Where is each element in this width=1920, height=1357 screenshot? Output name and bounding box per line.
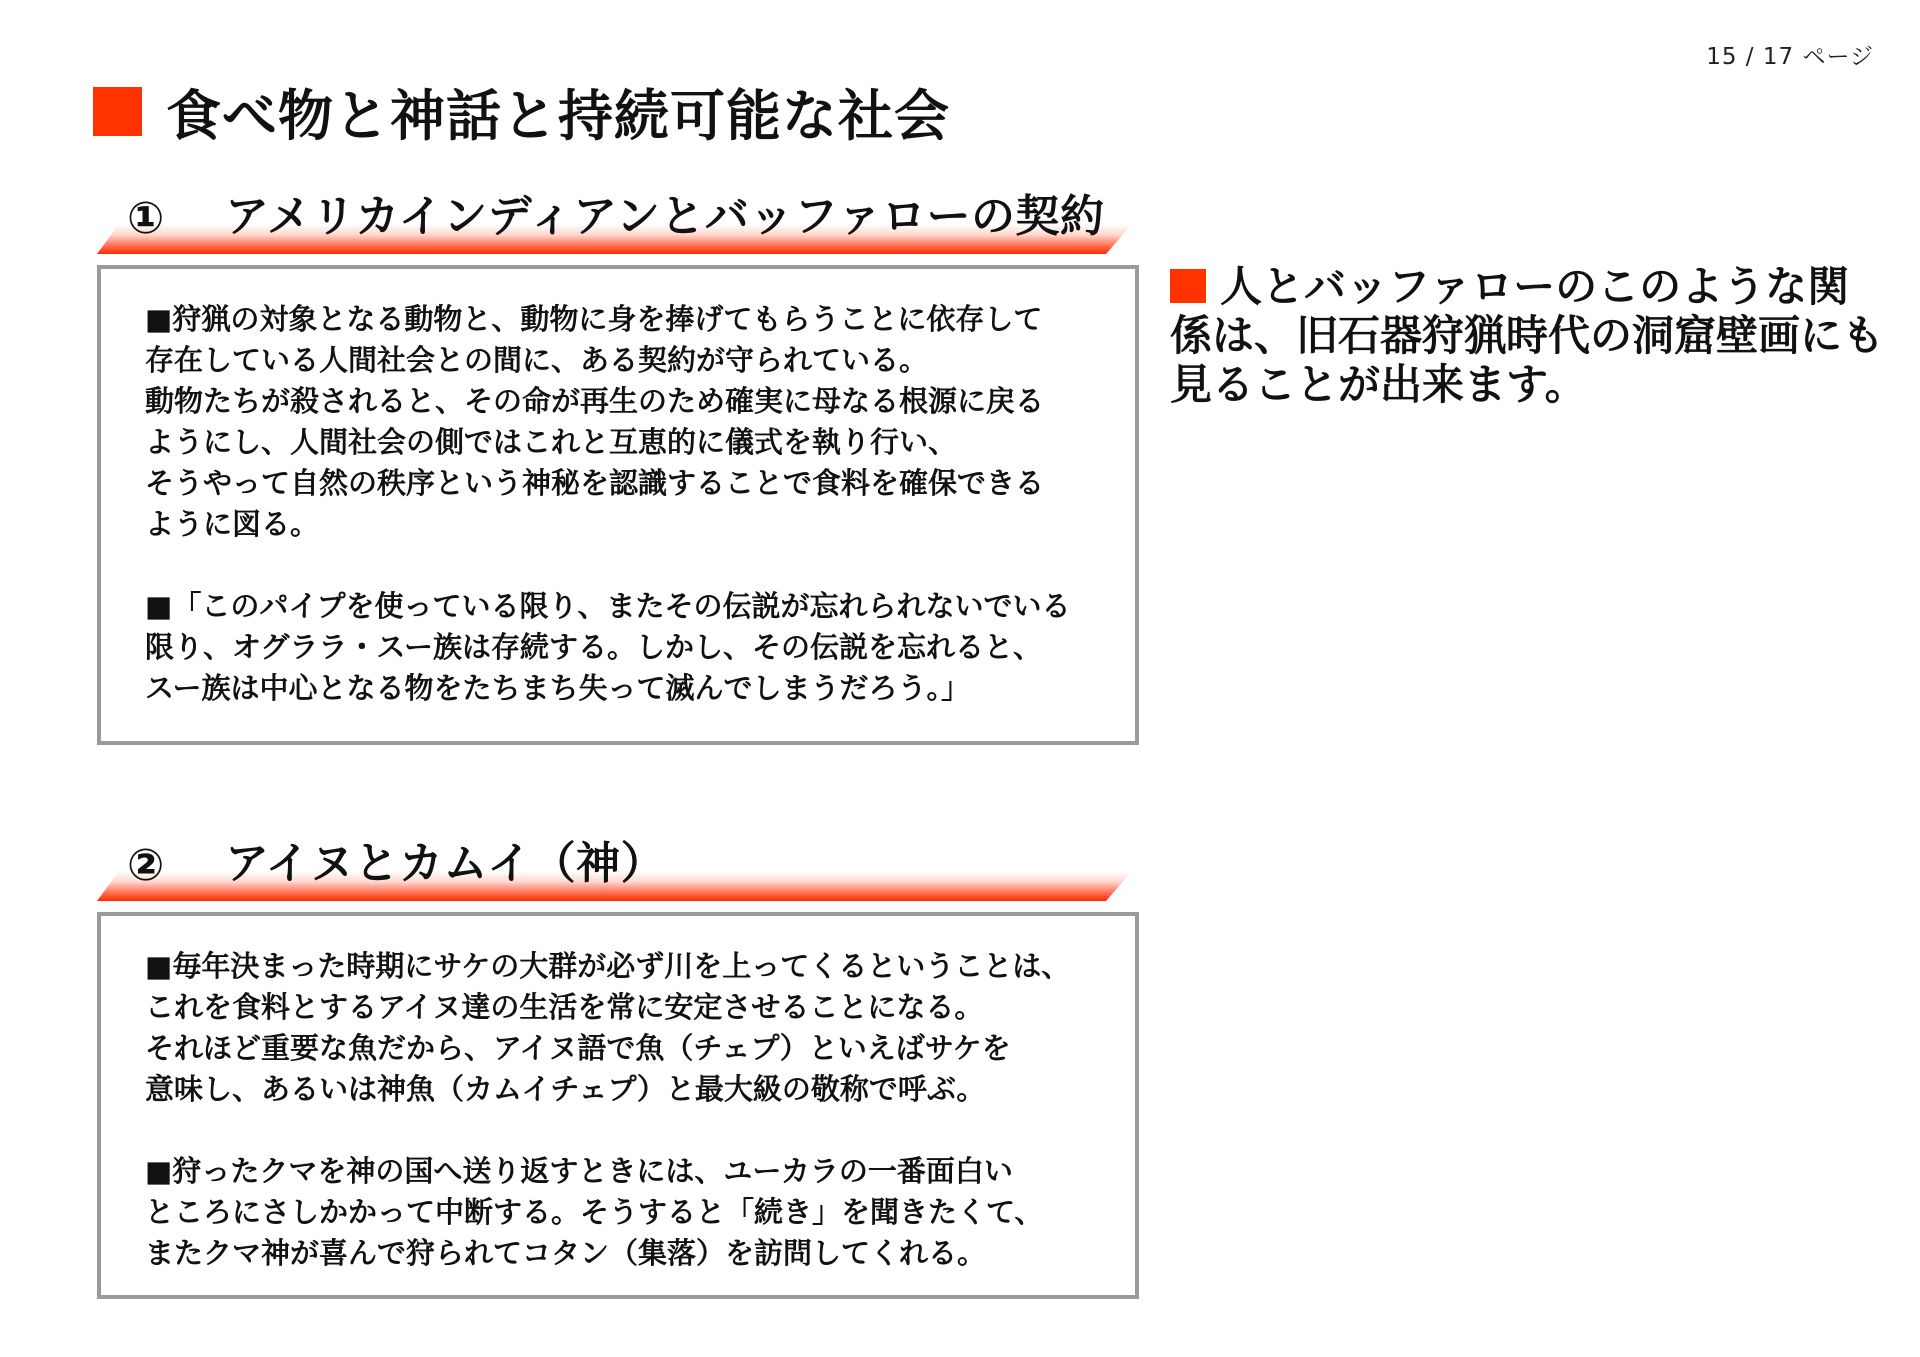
section-2-number: ② [127, 840, 165, 891]
section-2-paragraph-2: ■狩ったクマを神の国へ送り返すときには、ユーカラの一番面白い ところにさしかかって中断する。そうすると「続き」を聞きたくて、 またクマ神が喜んで狩られてコタン（集落）を訪問してくれる。 [145, 1154, 1044, 1270]
side-note-bullet-square [1170, 269, 1206, 303]
section-2-paragraph-1: ■毎年決まった時期にサケの大群が必ず川を上ってくるということは、 これを食料とするアイヌ達の生活を常に安定させることになる。 それほど重要な魚だから、アイヌ語で魚（チェプ）といえばサケを 意味し、あるいは神魚（カムイチェプ）と最大級の敬称で呼ぶ。 [145, 949, 1071, 1106]
side-note [1170, 262, 1890, 409]
page-header [93, 72, 950, 151]
side-note-text: 人とバッファローのこのような関係は、旧石器狩猟時代の洞窟壁画にも見ることが出来ます。 [1170, 262, 1885, 409]
title-bullet-square [93, 87, 142, 136]
section-2-banner [97, 835, 1132, 901]
section-1-paragraph-1: ■狩猟の対象となる動物と、動物に身を捧げてもらうことに依存して 存在している人間社会との間に、ある契約が守られている。 動物たちが殺されると、その命が再生のため確実に母なる根源に戻る ようにし、人間社会の側ではこれと互恵的に儀式を執り行い、 そうやって自然の秩序という神秘を認識することで食料を確保できる ように図る。 [145, 302, 1045, 541]
section-1-content-box [97, 265, 1139, 745]
section-1-banner [97, 188, 1132, 254]
page-number: 15 / 17 ページ [1706, 44, 1874, 70]
section-1-number: ① [127, 193, 165, 244]
section-2-title: アイヌとカムイ（神） [225, 838, 666, 889]
section-1-title: アメリカインディアンとバッファローの契約 [225, 191, 1105, 242]
section-1-paragraph-2: ■「このパイプを使っている限り、またその伝説が忘れられないでいる 限り、オグララ・スー族は存続する。しかし、その伝説を忘れると、 スー族は中心となる物をたちまち失って滅んでしまうだろう。」 [145, 589, 1071, 705]
page-title: 食べ物と神話と持続可能な社会 [166, 84, 951, 148]
section-2-content-box [97, 912, 1139, 1299]
